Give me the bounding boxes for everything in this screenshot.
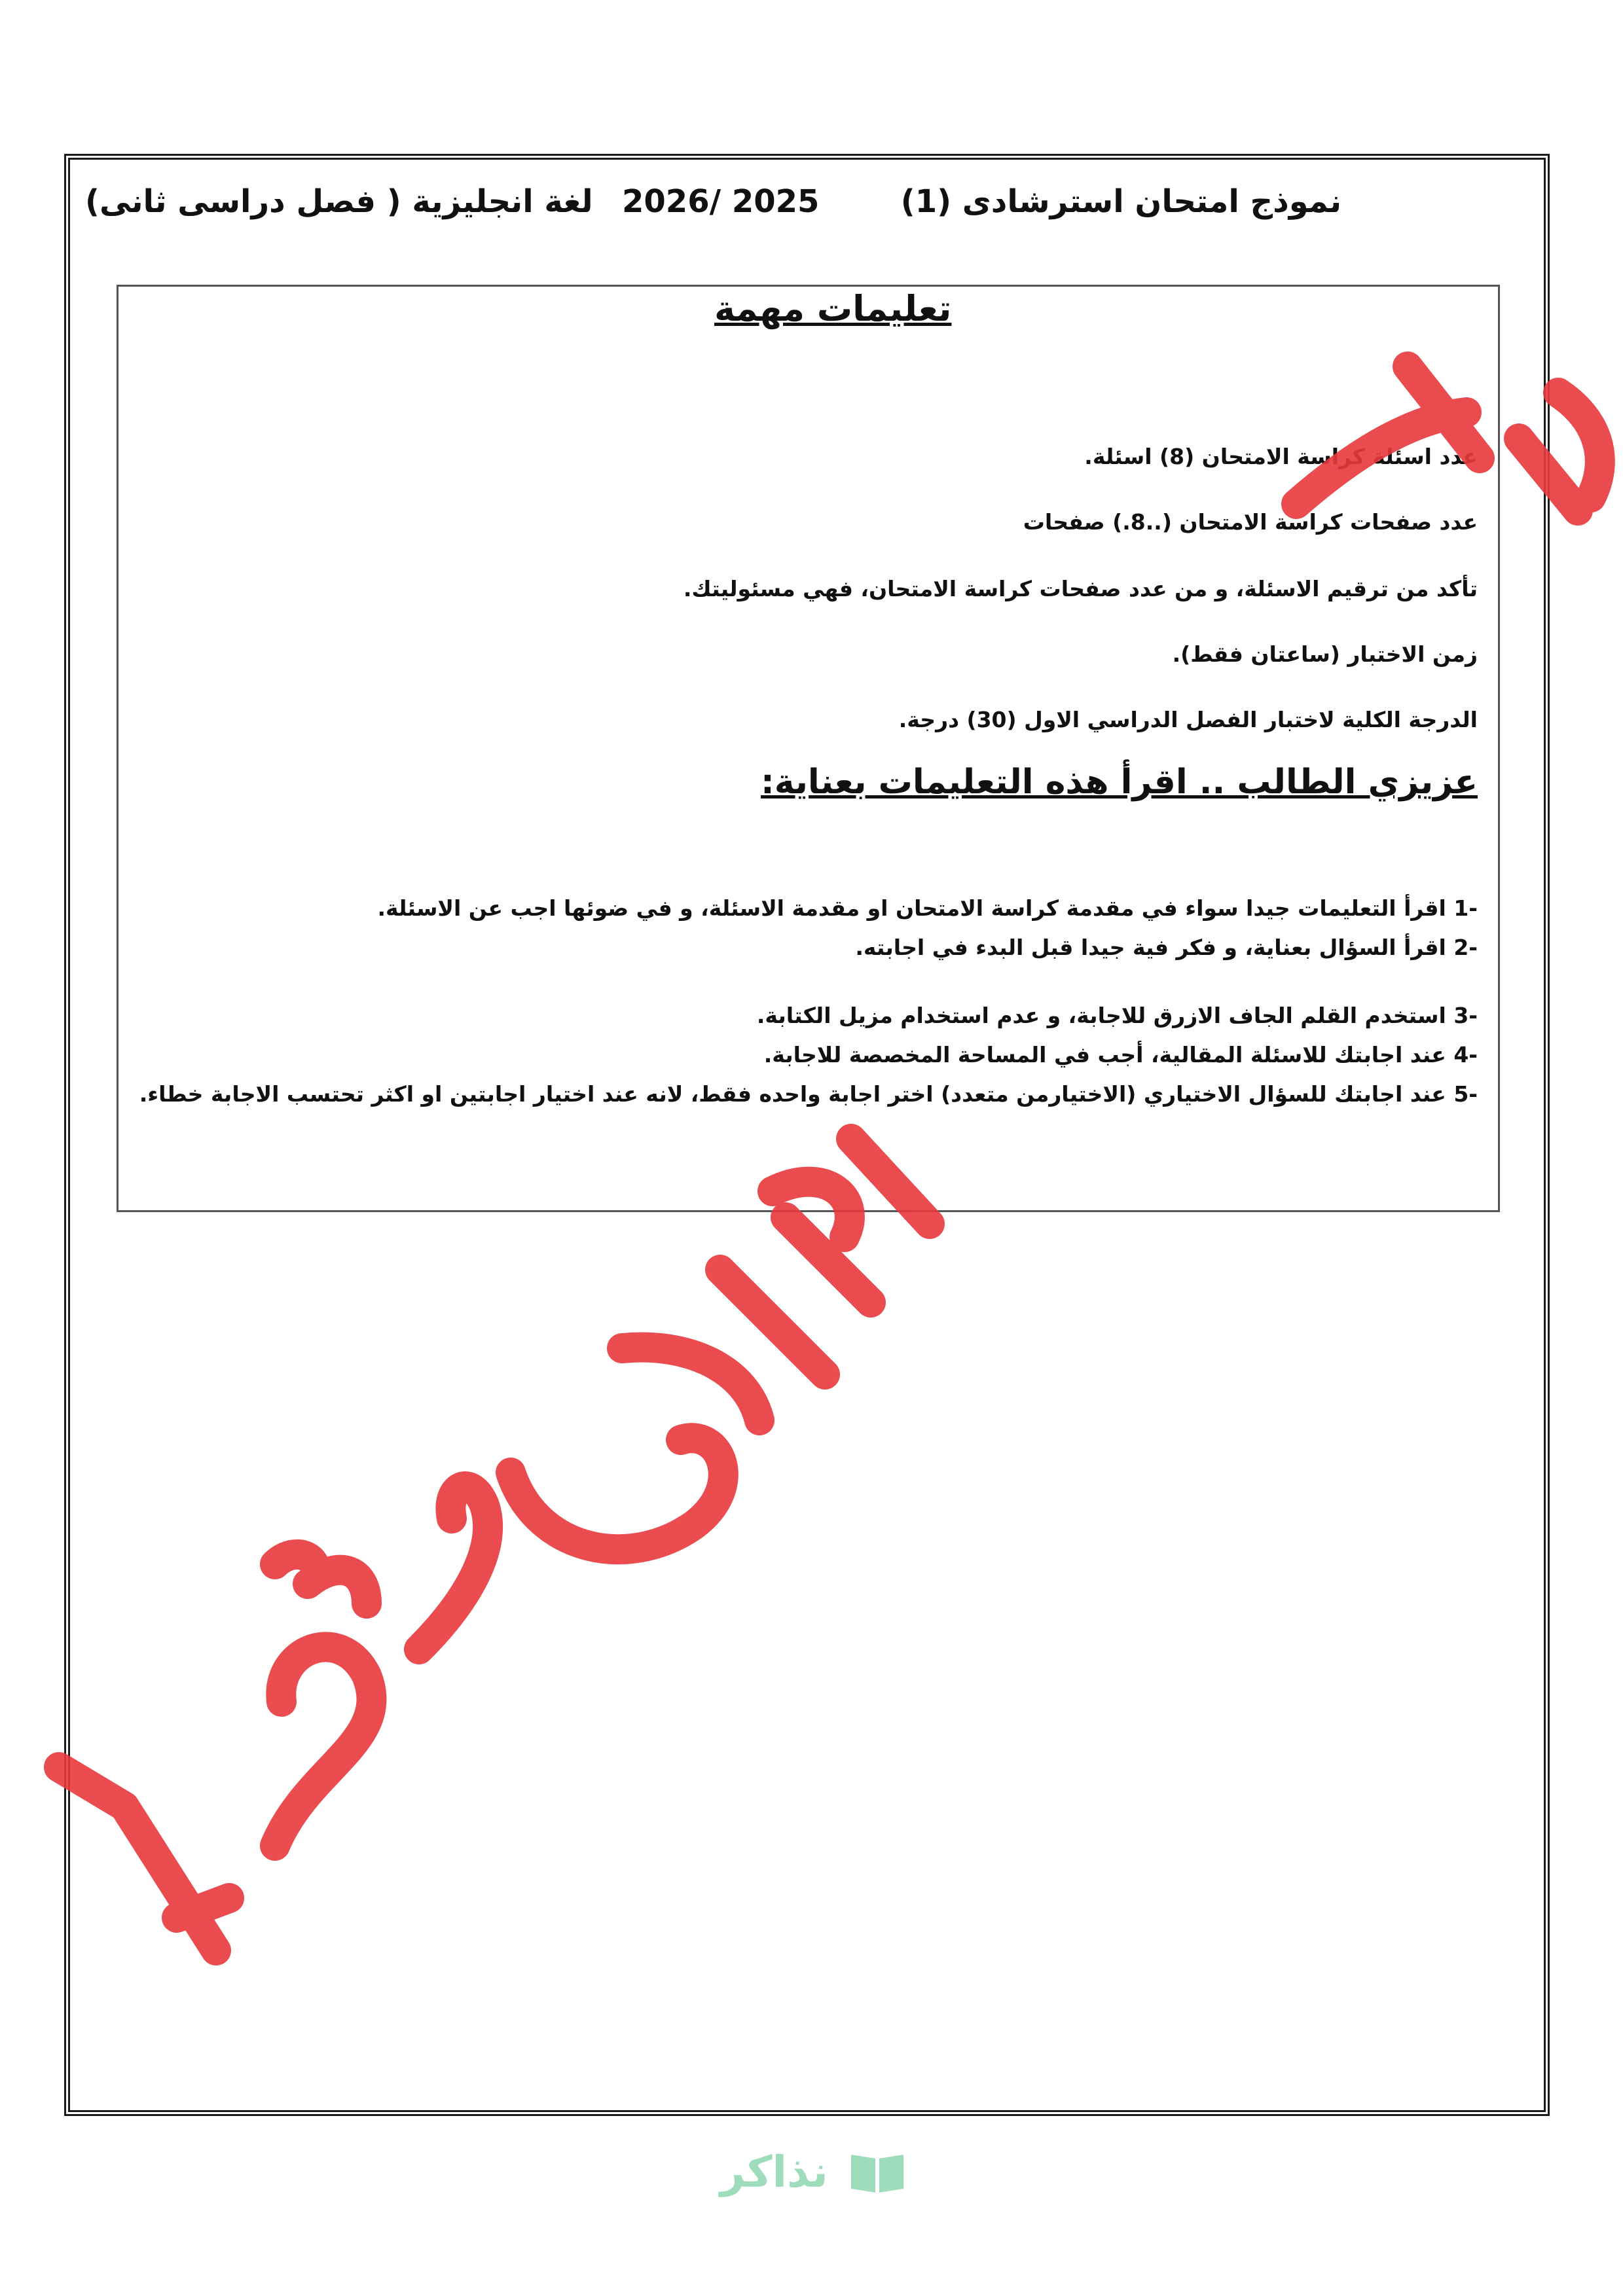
rule-text: استخدم القلم الجاف الازرق للاجابة، و عدم استخدام مزيل الكتابة. bbox=[756, 1003, 1446, 1028]
rule-number: -4 bbox=[1453, 1042, 1478, 1067]
exam-title: نموذج امتحان استرشادى (1) bbox=[900, 183, 1341, 220]
student-heading: عزيزي الطالب .. اقرأ هذه التعليمات بعناية: bbox=[761, 762, 1478, 802]
rule-item bbox=[757, 1003, 1478, 1028]
rule-item bbox=[139, 1081, 1478, 1107]
rule-number: -2 bbox=[1453, 935, 1478, 960]
rule-number: -3 bbox=[1453, 1003, 1478, 1028]
instructions-box bbox=[117, 285, 1500, 1212]
book-icon bbox=[848, 2149, 907, 2195]
exam-subject: لغة انجليزية ( فصل دراسى ثانى) bbox=[85, 183, 593, 220]
rule-item bbox=[855, 935, 1478, 960]
info-total-score: الدرجة الكلية لاختبار الفصل الدراسي الاول (30) درجة. bbox=[898, 707, 1478, 732]
footer-logo bbox=[720, 2147, 907, 2197]
info-exam-time: زمن الاختبار (ساعتان فقط). bbox=[1172, 641, 1478, 667]
rule-text: عند اجابتك للاسئلة المقالية، أجب في المساحة المخصصة للاجابة. bbox=[763, 1042, 1446, 1067]
rule-number: -5 bbox=[1453, 1081, 1478, 1107]
exam-year: 2026/ 2025 bbox=[622, 183, 820, 220]
info-question-count: عدد اسئلة كراسة الامتحان (8) اسئلة. bbox=[1084, 444, 1478, 469]
info-page-count: عدد صفحات كراسة الامتحان (..8.) صفحات bbox=[1023, 509, 1478, 535]
rule-text: عند اجابتك للسؤال الاختياري (الاختيارمن متعدد) اختر اجابة واحده فقط، لانه عند اختيار اجابتين او اكثر تحتسب الاجابة خطاء. bbox=[139, 1081, 1446, 1107]
rule-number: -1 bbox=[1453, 895, 1478, 921]
rule-text: اقرأ السؤال بعناية، و فكر فية جيدا قبل البدء في اجابته. bbox=[855, 935, 1446, 960]
instructions-title: تعليمات مهمة bbox=[714, 288, 952, 329]
info-check-numbering: تأكد من ترقيم الاسئلة، و من عدد صفحات كراسة الامتحان، فهي مسئوليتك. bbox=[683, 576, 1478, 601]
rule-item bbox=[377, 895, 1478, 921]
footer-brand: نذاكر bbox=[720, 2147, 828, 2197]
rule-item bbox=[764, 1042, 1478, 1067]
rule-text: اقرأ التعليمات جيدا سواء في مقدمة كراسة الامتحان او مقدمة الاسئلة، و في ضوئها اجب عن الاسئلة. bbox=[377, 895, 1446, 921]
